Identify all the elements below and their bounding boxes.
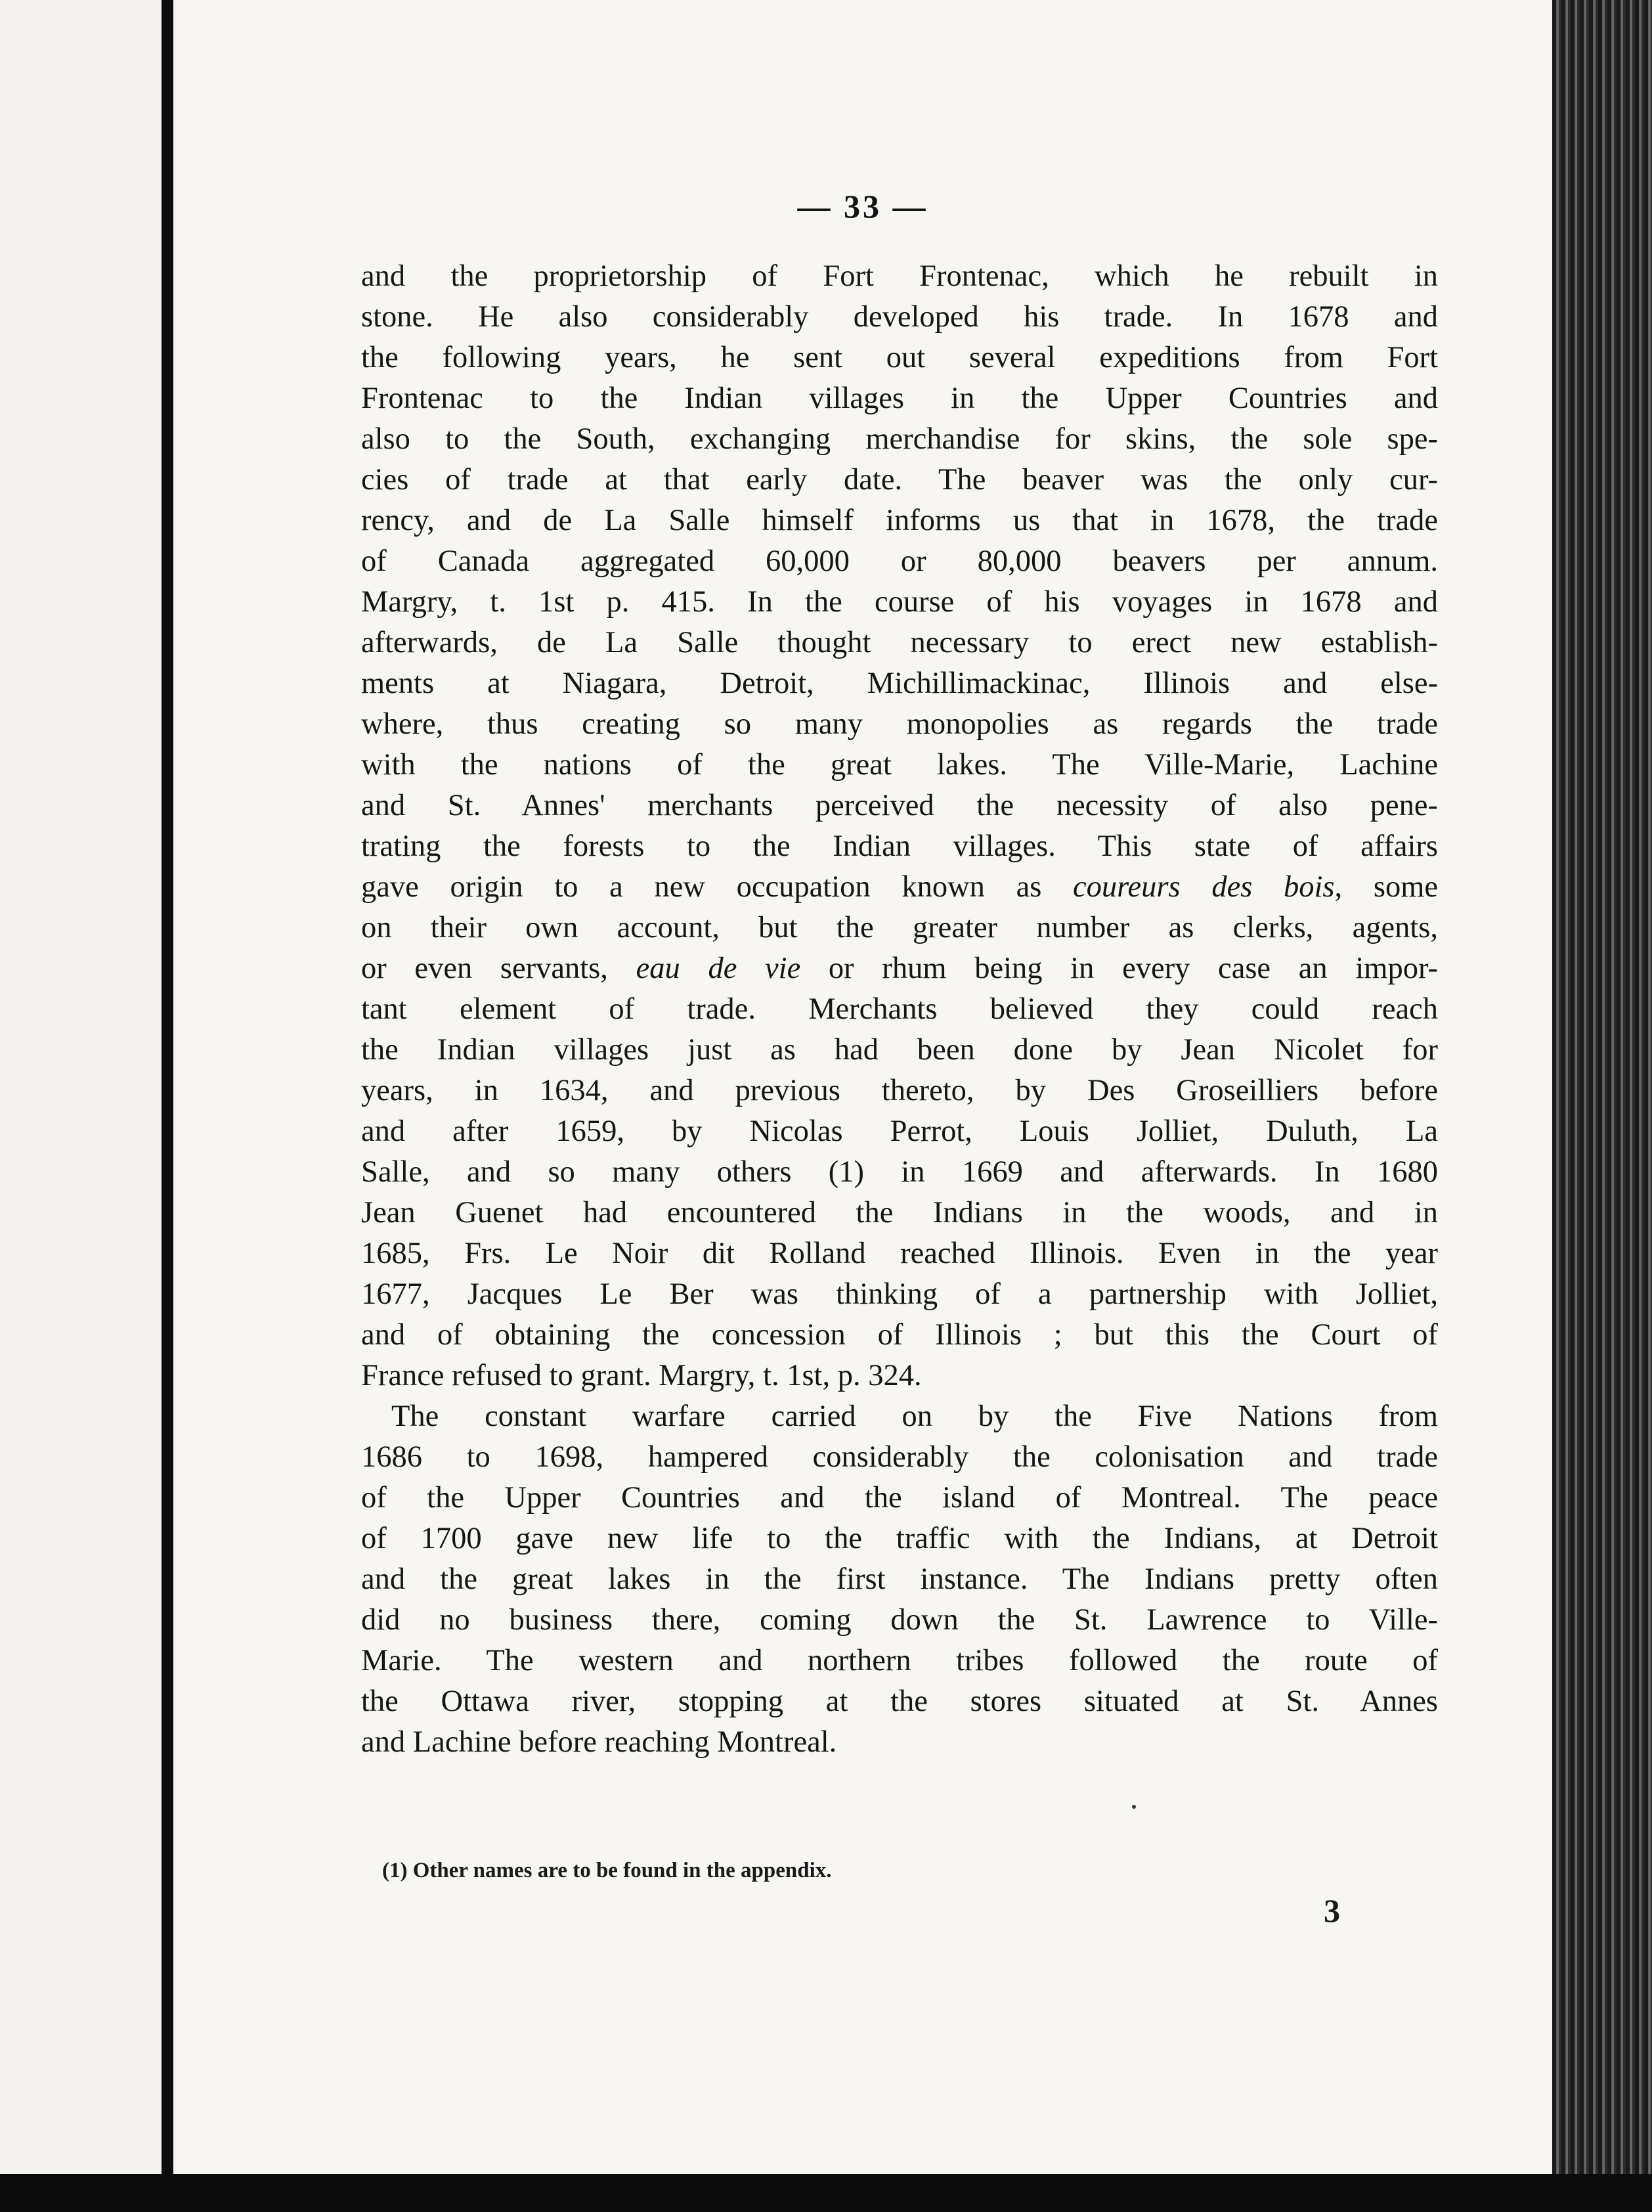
signature-mark: 3 [1324,1892,1340,1929]
text-line: cies of trade at that early date. The beaver was the only cur- [361,463,1438,497]
text-line: and Lachine before reaching Montreal. [361,1725,837,1759]
stray-mark [1132,1805,1136,1809]
footnote: (1) Other names are to be found in the appendix. [382,1859,832,1882]
text-line: of the Upper Countries and the island of Montreal. The peace [361,1481,1438,1515]
text-line: trating the forests to the Indian villages. This state of affairs [361,830,1438,863]
page-number: — 33 — [797,188,928,225]
text-line: also to the South, exchanging merchandise for skins, the sole spe- [361,422,1438,456]
page-edges-stack [1552,0,1652,2212]
book-page [173,0,1552,2174]
text-line: afterwards, de La Salle thought necessary to erect new establish- [361,626,1438,659]
text-line: 1685, Frs. Le Noir dit Rolland reached Illinois. Even in the year [361,1237,1438,1270]
text-line: the following years, he sent out several expeditions from Fort [361,341,1438,374]
italic-phrase: eau de vie [636,952,801,985]
page-gutter [162,0,163,2212]
text-line: of 1700 gave new life to the traffic with the Indians, at Detroit [361,1522,1438,1555]
text-line: Frontenac to the Indian villages in the Upper Countries and [361,382,1438,415]
text-line: and after 1659, by Nicolas Perrot, Louis Jolliet, Duluth, La [361,1115,1438,1148]
text-line: rency, and de La Salle himself informs us that in 1678, the trade [361,504,1438,537]
text-line: and the proprietorship of Fort Frontenac, which he rebuilt in [361,259,1438,293]
text-line: France refused to grant. Margry, t. 1st, p. 324. [361,1359,922,1392]
text-line: and St. Annes' merchants perceived the necessity of also pene- [361,789,1438,822]
text-line: the Ottawa river, stopping at the stores situated at St. Annes [361,1685,1438,1718]
text-line: of Canada aggregated 60,000 or 80,000 beavers per annum. [361,544,1438,578]
text-line: The constant warfare carried on by the Five Nations from [391,1400,1438,1433]
text-line: gave origin to a new occupation known as coureurs des bois, some [361,870,1439,904]
text-line: 1686 to 1698, hampered considerably the colonisation and trade [361,1440,1438,1474]
text-line: tant element of trade. Merchants believed they could reach [361,992,1438,1026]
text-line: did no business there, coming down the St. Lawrence to Ville- [361,1603,1438,1637]
text-line: ments at Niagara, Detroit, Michillimackinac, Illinois and else- [361,667,1438,700]
italic-phrase: coureurs des bois [1073,870,1335,904]
text-line: where, thus creating so many monopolies as regards the trade [361,707,1438,741]
text-line: Margry, t. 1st p. 415. In the course of his voyages in 1678 and [361,585,1438,619]
text-line: on their own account, but the greater number as clerks, agents, [361,911,1438,944]
text-line: Salle, and so many others (1) in 1669 and afterwards. In 1680 [361,1155,1438,1189]
scan-bottom-border [0,2174,1652,2212]
text-line: with the nations of the great lakes. The Ville-Marie, Lachine [361,748,1438,782]
body-text [361,256,1438,1763]
previous-page-edge [0,0,163,2212]
text-line: Marie. The western and northern tribes followed the route of [361,1644,1438,1677]
text-line: stone. He also considerably developed his trade. In 1678 and [361,300,1438,334]
text-line: and of obtaining the concession of Illinois ; but this the Court of [361,1318,1438,1352]
text-line: or even servants, eau de vie or rhum being in every case an impor- [361,952,1438,985]
text-line: Jean Guenet had encountered the Indians in the woods, and in [361,1196,1438,1229]
text-line: and the great lakes in the first instance. The Indians pretty often [361,1562,1438,1596]
text-line: the Indian villages just as had been done by Jean Nicolet for [361,1033,1438,1067]
text-line: 1677, Jacques Le Ber was thinking of a partnership with Jolliet, [361,1277,1438,1311]
text-line: years, in 1634, and previous thereto, by Des Groseilliers before [361,1074,1438,1107]
